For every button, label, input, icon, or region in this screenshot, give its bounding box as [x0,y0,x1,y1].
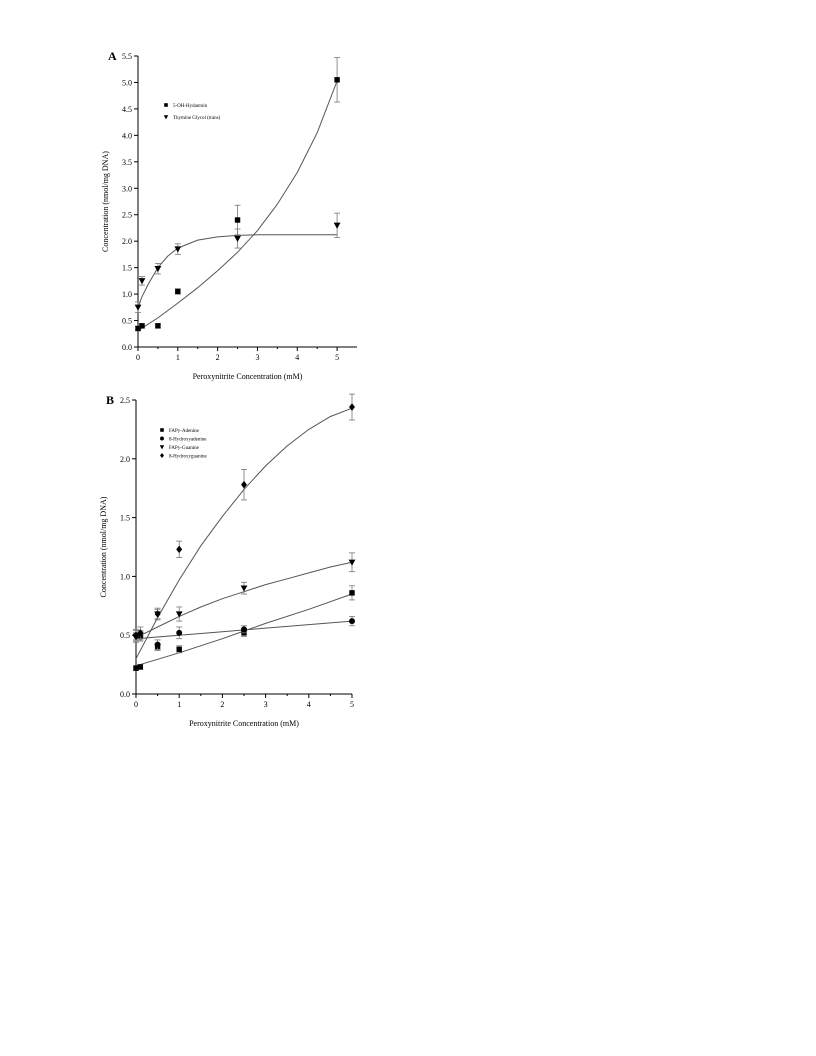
y-tick-label: 3.0 [122,184,132,194]
data-point [139,323,144,328]
legend-entry: 5-OH-Hydantoin [173,104,208,109]
data-point [139,278,146,284]
data-point [349,403,355,411]
series-1 [133,616,355,649]
chart-panel-a [101,49,357,381]
x-tick-label: 1 [175,353,180,362]
legend [164,103,221,121]
legend-entry: 8-Hydroxyadenine [169,437,207,443]
panel-label: A [108,49,117,63]
y-tick-label: 0.5 [122,316,132,326]
x-tick-label: 4 [295,353,300,362]
x-tick-label: 5 [335,353,340,362]
y-tick-label: 1.5 [122,263,132,273]
series-3 [133,394,355,659]
data-point [234,236,241,242]
x-axis-label: Peroxynitrite Concentration (mM) [192,372,303,381]
data-point [334,77,339,82]
x-tick-label: 3 [263,700,268,709]
x-axis-label: Peroxynitrite Concentration (mM) [189,719,299,728]
data-point [155,642,161,648]
data-point [155,323,160,328]
legend-marker [160,437,164,441]
y-tick-label: 1.0 [120,572,130,582]
legend-marker [160,445,165,449]
y-tick-label: 0.0 [122,343,132,352]
legend-marker [160,428,164,432]
data-point [176,611,183,617]
legend-marker [164,103,168,107]
data-point [349,590,354,595]
legend [160,428,208,459]
y-tick-label: 1.5 [120,513,130,523]
x-tick-label: 2 [220,700,225,709]
x-tick-label: 3 [255,353,260,362]
x-tick-label: 4 [306,700,311,709]
data-point [176,630,182,636]
x-tick-label: 0 [134,700,138,709]
series-0 [135,58,340,332]
data-point [334,223,341,229]
legend-entry: 8-Hydroxyguanine [169,454,207,460]
y-tick-label: 5.0 [122,78,132,88]
y-tick-label: 2.5 [122,210,132,220]
chart-panel-b [99,393,355,728]
y-axis-label: Concentration (nmol/mg DNA) [99,496,108,598]
data-point [138,664,143,669]
legend-entry: Thymine Glycol (trans) [173,116,221,121]
data-point [175,289,180,294]
y-tick-label: 2.0 [120,454,130,464]
y-axis-label: Concentration (nmol/mg DNA) [101,151,110,252]
x-tick-label: 2 [215,353,220,362]
data-point [241,626,247,632]
legend-marker [164,115,169,119]
y-tick-label: 4.0 [122,131,132,141]
y-tick-label: 2.5 [120,396,130,405]
x-tick-label: 0 [136,353,140,362]
legend-entry: FAPy-Guanine [169,446,199,451]
legend-marker [160,453,164,458]
x-tick-label: 1 [177,700,182,709]
data-point [235,217,240,222]
y-tick-label: 4.5 [122,104,132,114]
legend-entry: FAPy-Adenine [169,429,199,434]
panel-label: B [106,393,115,407]
x-tick-label: 5 [350,700,354,709]
y-tick-label: 0.0 [120,690,130,699]
y-tick-label: 5.5 [122,52,132,61]
y-tick-label: 1.0 [122,290,132,300]
data-point [176,546,182,554]
y-tick-label: 0.5 [120,631,130,641]
data-point [135,305,142,311]
y-tick-label: 2.0 [122,237,132,247]
y-tick-label: 3.5 [122,157,132,167]
data-point [177,647,182,652]
data-point [349,618,355,624]
